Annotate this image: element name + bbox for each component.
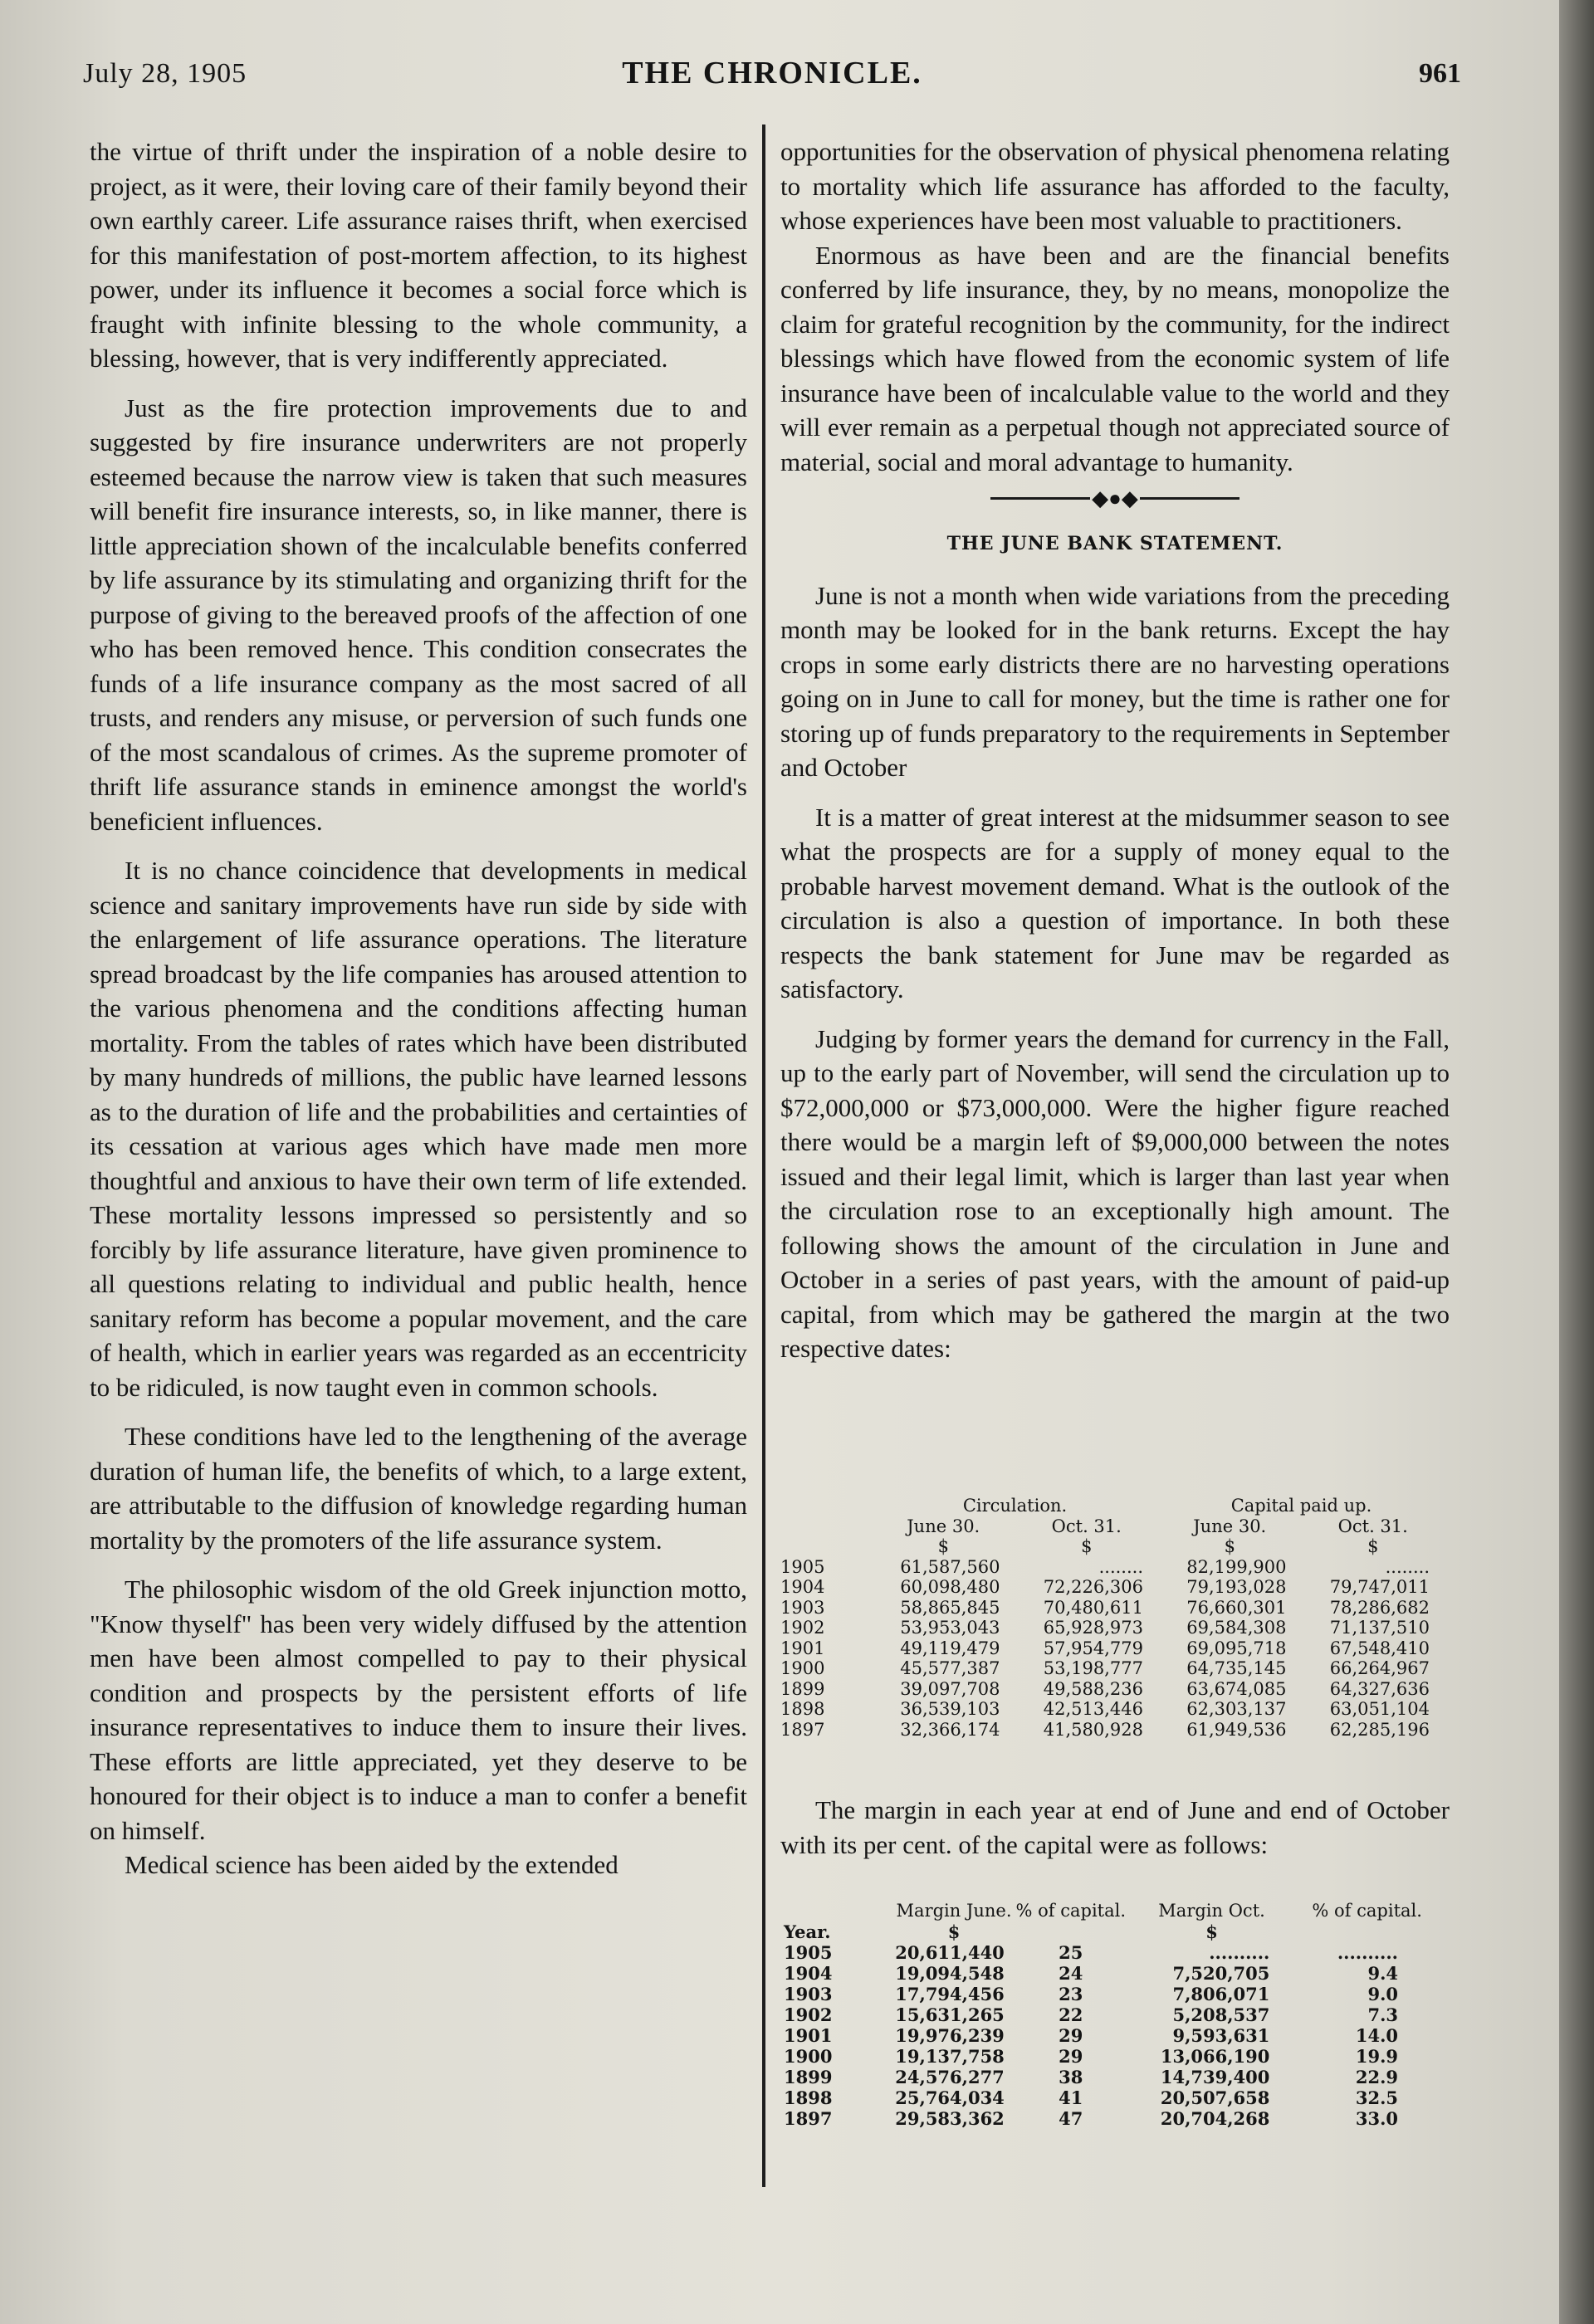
capital-june-cell: 69,095,718 [1186, 1638, 1287, 1658]
percent-oct-cell: 33.0 [1355, 2108, 1398, 2129]
table-row [780, 1598, 1445, 1618]
section-heading: THE JUNE BANK STATEMENT. [946, 533, 1284, 555]
circulation-oct-cell: 42,513,446 [1043, 1699, 1143, 1719]
year-cell: 1905 [780, 1556, 825, 1577]
table-row [784, 2046, 1440, 2067]
column-divider [762, 124, 765, 2187]
article-paragraph: The margin in each year at end of June and end of October with its per cent. of the capital were as follows: [780, 1795, 1450, 1859]
margin-oct-cell: 20,507,658 [1160, 2087, 1270, 2108]
capital-june-cell: 64,735,145 [1186, 1658, 1287, 1678]
table-row [780, 1638, 1445, 1659]
unit-label: $ [1205, 1921, 1218, 1942]
capital-oct-cell: 63,051,104 [1329, 1699, 1430, 1719]
circulation-oct-cell: 57,954,779 [1043, 1638, 1143, 1658]
circulation-oct-cell: 41,580,928 [1043, 1719, 1143, 1740]
circulation-june-cell: 32,366,174 [900, 1719, 1000, 1740]
percent-june-cell: 23 [1059, 1984, 1083, 2004]
margin-table [784, 1901, 1453, 2129]
percent-oct-cell: 22.9 [1355, 2067, 1398, 2087]
percent-june-cell: 29 [1059, 2046, 1083, 2067]
percent-june-cell: 22 [1059, 2004, 1083, 2025]
table-row [784, 2087, 1440, 2108]
column-header: % of capital. [1015, 1901, 1127, 1921]
percent-june-cell: 25 [1059, 1942, 1083, 1963]
year-cell: 1897 [784, 2108, 833, 2129]
table-row [784, 1942, 1440, 1963]
margin-june-cell: 15,631,265 [895, 2004, 1005, 2025]
capital-oct-cell: 64,327,636 [1329, 1678, 1430, 1699]
capital-june-cell: 76,660,301 [1186, 1597, 1287, 1618]
article-paragraph: It is a matter of great interest at the midsummer season to see what the prospects are for a supply of money equal to the probable harvest movement demand. What is the outlook of the circulation is also a question of importance. In both these respects the bank statement for June mav be regarded as satisfactory. [780, 802, 1450, 1004]
margin-june-cell: 19,976,239 [895, 2025, 1005, 2046]
circulation-oct-cell: ........ [1098, 1556, 1143, 1577]
right-column-lower [780, 1793, 1450, 1862]
capital-oct-cell: 66,264,967 [1329, 1658, 1430, 1678]
circulation-june-cell: 58,865,845 [900, 1597, 1000, 1618]
capital-june-cell: 63,674,085 [1186, 1678, 1287, 1699]
column-header: Margin Oct. [1158, 1901, 1265, 1921]
year-label: Year. [784, 1921, 831, 1942]
table-row [780, 1557, 1445, 1578]
circulation-june-cell: 60,098,480 [900, 1577, 1000, 1597]
page-edge-shadow [1559, 0, 1594, 2324]
capital-june-cell: 79,193,028 [1186, 1577, 1287, 1597]
circulation-june-cell: 49,119,479 [900, 1638, 1000, 1658]
margin-june-cell: 25,764,034 [895, 2087, 1005, 2108]
year-cell: 1902 [784, 2004, 833, 2025]
unit-label: $ [937, 1536, 949, 1556]
capital-oct-cell: 62,285,196 [1329, 1719, 1430, 1740]
margin-june-cell: 24,576,277 [895, 2067, 1005, 2087]
table-row [784, 2004, 1440, 2025]
right-column [780, 134, 1450, 1366]
year-cell: 1904 [784, 1963, 833, 1984]
column-header: % of capital. [1312, 1901, 1422, 1921]
column-header: Oct. 31. [1337, 1516, 1408, 1536]
year-cell: 1904 [780, 1577, 825, 1597]
circulation-oct-cell: 53,198,777 [1043, 1658, 1143, 1678]
article-paragraph: Medical science has been aided by the extended [125, 1850, 619, 1879]
percent-oct-cell: 14.0 [1355, 2025, 1398, 2046]
circulation-oct-cell: 65,928,973 [1043, 1618, 1143, 1638]
table-row [784, 1984, 1440, 2004]
table-row [780, 1699, 1445, 1720]
circulation-oct-cell: 49,588,236 [1043, 1678, 1143, 1699]
article-paragraph: Enormous as have been and are the financial benefits conferred by life insurance, they, by no means, monopolize the claim for grateful recognition by the community, for the indirect blessings which have flowed from the economic system of life insurance have been of incalculable value to the world and they will ever remain as a perpetual though not appreciated source of material, social and moral advantage to humanity. [780, 240, 1450, 476]
circulation-june-cell: 61,587,560 [900, 1556, 1000, 1577]
table-row [784, 2067, 1440, 2087]
capital-oct-cell: ........ [1385, 1556, 1430, 1577]
article-paragraph: the virtue of thrift under the inspiration of a noble desire to project, as it were, their loving care of their family beyond their own earthly career. Life assurance raises thrift, when exercised for this manifestation of post-mortem affection, to its highest power, under its influence it becomes a social force which is fraught with infinite blessing to the whole community, a blessing, however, that is very indifferently appreciated. [90, 137, 747, 373]
percent-oct-cell: 9.4 [1367, 1963, 1398, 1984]
capital-june-cell: 62,303,137 [1186, 1699, 1287, 1719]
publication-title: THE CHRONICLE. [622, 56, 922, 90]
table-row [784, 2025, 1440, 2046]
margin-june-cell: 20,611,440 [895, 1942, 1005, 1963]
percent-june-cell: 38 [1059, 2067, 1083, 2087]
percent-oct-cell: .......... [1337, 1942, 1398, 1963]
year-cell: 1901 [780, 1638, 825, 1658]
page-number: 961 [1419, 58, 1461, 89]
margin-june-cell: 17,794,456 [895, 1984, 1005, 2004]
capital-june-cell: 82,199,900 [1186, 1556, 1287, 1577]
percent-oct-cell: 7.3 [1367, 2004, 1398, 2025]
table-row [780, 1679, 1445, 1700]
capital-june-cell: 61,949,536 [1186, 1719, 1287, 1740]
percent-june-cell: 47 [1059, 2108, 1083, 2129]
unit-label: $ [1367, 1536, 1379, 1556]
percent-june-cell: 41 [1059, 2087, 1083, 2108]
circulation-oct-cell: 72,226,306 [1043, 1577, 1143, 1597]
year-cell: 1898 [784, 2087, 833, 2108]
year-cell: 1899 [784, 2067, 833, 2087]
page-header [83, 51, 1461, 98]
year-cell: 1899 [780, 1678, 825, 1699]
year-cell: 1900 [780, 1658, 825, 1678]
article-paragraph: Just as the fire protection improvements due to and suggested by fire insurance underwriters are not properly esteemed because the narrow view is taken that such measures will benefit fire insurance interests, so, in like manner, there is little appreciation shown of the incalculable benefits conferred by life assurance by its stimulating and organizing thrift for the purpose of giving to the bereaved proofs of the affection of one who has been removed hence. This condition consecrates the funds of a life insurance company as the most sacred of all trusts, and renders any misuse, or perversion of such funds one of the most scandalous of crimes. As the supreme promoter of thrift life assurance stands in eminence amongst the world's beneficient influences. [90, 393, 747, 836]
table-row [780, 1658, 1445, 1679]
year-cell: 1905 [784, 1942, 833, 1963]
margin-oct-cell: 20,704,268 [1160, 2108, 1270, 2129]
circulation-june-cell: 45,577,387 [900, 1658, 1000, 1678]
article-paragraph: It is no chance coincidence that developments in medical science and sanitary improvements have run side by side with the enlargement of life assurance operations. The literature spread broadcast by the life companies has aroused attention to the various phenomena and the conditions affecting human mortality. From the tables of rates which have been distributed by many hundreds of millions, the public have learned lessons as to the duration of life and the probabilities and certainties of its cessation at various ages which have made men more thoughtful and anxious to have their own term of life extended. These mortality lessons impressed so persistently and so forcibly by life assurance literature, have given prominence to all questions relating to individual and public health, hence sanitary reform has become a popular movement, and the care of health, which in earlier years was regarded as an eccentricity to be ridiculed, is now taught even in common schools. [90, 856, 747, 1402]
year-cell: 1903 [784, 1984, 833, 2004]
section-ornament: ◆●◆ [780, 481, 1450, 515]
percent-oct-cell: 9.0 [1367, 1984, 1398, 2004]
column-header: Oct. 31. [1051, 1516, 1122, 1536]
group-header-circulation: Circulation. [962, 1496, 1068, 1516]
unit-label [1294, 1921, 1440, 1942]
capital-oct-cell: 79,747,011 [1329, 1577, 1430, 1597]
article-paragraph: These conditions have led to the lengthening of the average duration of human life, the benefits of which, to a large extent, are attributable to the diffusion of knowledge regarding human mortality by the promoters of the life assurance system. [90, 1422, 747, 1555]
column-header: June 30. [1193, 1516, 1267, 1536]
year-cell: 1900 [784, 2046, 833, 2067]
table-row [784, 2108, 1440, 2129]
percent-june-cell: 29 [1059, 2025, 1083, 2046]
column-header: Margin June. [896, 1901, 1012, 1921]
group-header-capital: Capital paid up. [1230, 1496, 1372, 1516]
year-cell: 1897 [780, 1719, 825, 1740]
margin-june-cell: 19,094,548 [895, 1963, 1005, 1984]
margin-june-cell: 19,137,758 [895, 2046, 1005, 2067]
continued-paragraph: opportunities for the observation of physical phenomena relating to mortality which life assurance has afforded to the faculty, whose experiences have been most valuable to practitioners. [780, 137, 1450, 235]
margin-oct-cell: 5,208,537 [1172, 2004, 1270, 2025]
capital-oct-cell: 67,548,410 [1329, 1638, 1430, 1658]
unit-label: $ [947, 1921, 961, 1942]
article-paragraph: The philosophic wisdom of the old Greek injunction motto, "Know thyself" has been very widely diffused by the attention men have been almost compelled to pay to their physical condition and prospects by the persistent efforts of life insurance representatives to induce them to insure their lives. These efforts are little appreciated, yet they deserve to be honoured for their object is to induce a man to confer a benefit on himself. [90, 1575, 747, 1845]
margin-oct-cell: 14,739,400 [1160, 2067, 1270, 2087]
year-cell: 1898 [780, 1699, 825, 1719]
capital-june-cell: 69,584,308 [1186, 1618, 1287, 1638]
table-row [784, 1963, 1440, 1984]
circulation-oct-cell: 70,480,611 [1043, 1597, 1143, 1618]
percent-oct-cell: 19.9 [1355, 2046, 1398, 2067]
circulation-capital-table [780, 1496, 1450, 1740]
unit-label: $ [1224, 1536, 1235, 1556]
article-paragraph: Judging by former years the demand for currency in the Fall, up to the early part of November, will send the circulation up to $72,000,000 or $73,000,000. Were the higher figure reached there would be a margin left of $9,000,000 between the notes issued and their legal limit, which is larger than last year when the circulation rose to an exceptionally high amount. The following shows the amount of the circulation in June and October in a series of past years, with the amount of paid-up capital, from which may be gathered the margin at the two respective dates: [780, 1023, 1450, 1364]
capital-oct-cell: 71,137,510 [1329, 1618, 1430, 1638]
year-cell: 1901 [784, 2025, 833, 2046]
year-cell: 1902 [780, 1618, 825, 1638]
circulation-june-cell: 53,953,043 [900, 1618, 1000, 1638]
capital-oct-cell: 78,286,682 [1329, 1597, 1430, 1618]
table-row [780, 1618, 1445, 1638]
circulation-june-cell: 39,097,708 [900, 1678, 1000, 1699]
table-row [780, 1577, 1445, 1598]
margin-oct-cell: 7,520,705 [1172, 1963, 1270, 1984]
circulation-june-cell: 36,539,103 [900, 1699, 1000, 1719]
unit-label: $ [1081, 1536, 1093, 1556]
table-row [780, 1720, 1445, 1741]
column-header: June 30. [907, 1516, 980, 1536]
percent-june-cell: 24 [1059, 1963, 1083, 1984]
left-column [90, 134, 747, 1882]
margin-oct-cell: 9,593,631 [1172, 2025, 1270, 2046]
margin-oct-cell: 13,066,190 [1160, 2046, 1270, 2067]
article-paragraph: June is not a month when wide variations from the preceding month may be looked for in the bank returns. Except the hay crops in some early districts there are no harvesting operations going on in June to call for money, but the time is rather one for storing up of funds preparatory to the requirements in September and October [780, 580, 1450, 783]
unit-label [1013, 1921, 1129, 1942]
year-cell: 1903 [780, 1597, 825, 1618]
header-date: July 28, 1905 [83, 58, 247, 89]
margin-oct-cell: 7,806,071 [1172, 1984, 1270, 2004]
margin-june-cell: 29,583,362 [895, 2108, 1005, 2129]
percent-oct-cell: 32.5 [1355, 2087, 1398, 2108]
margin-oct-cell: .......... [1209, 1942, 1270, 1963]
